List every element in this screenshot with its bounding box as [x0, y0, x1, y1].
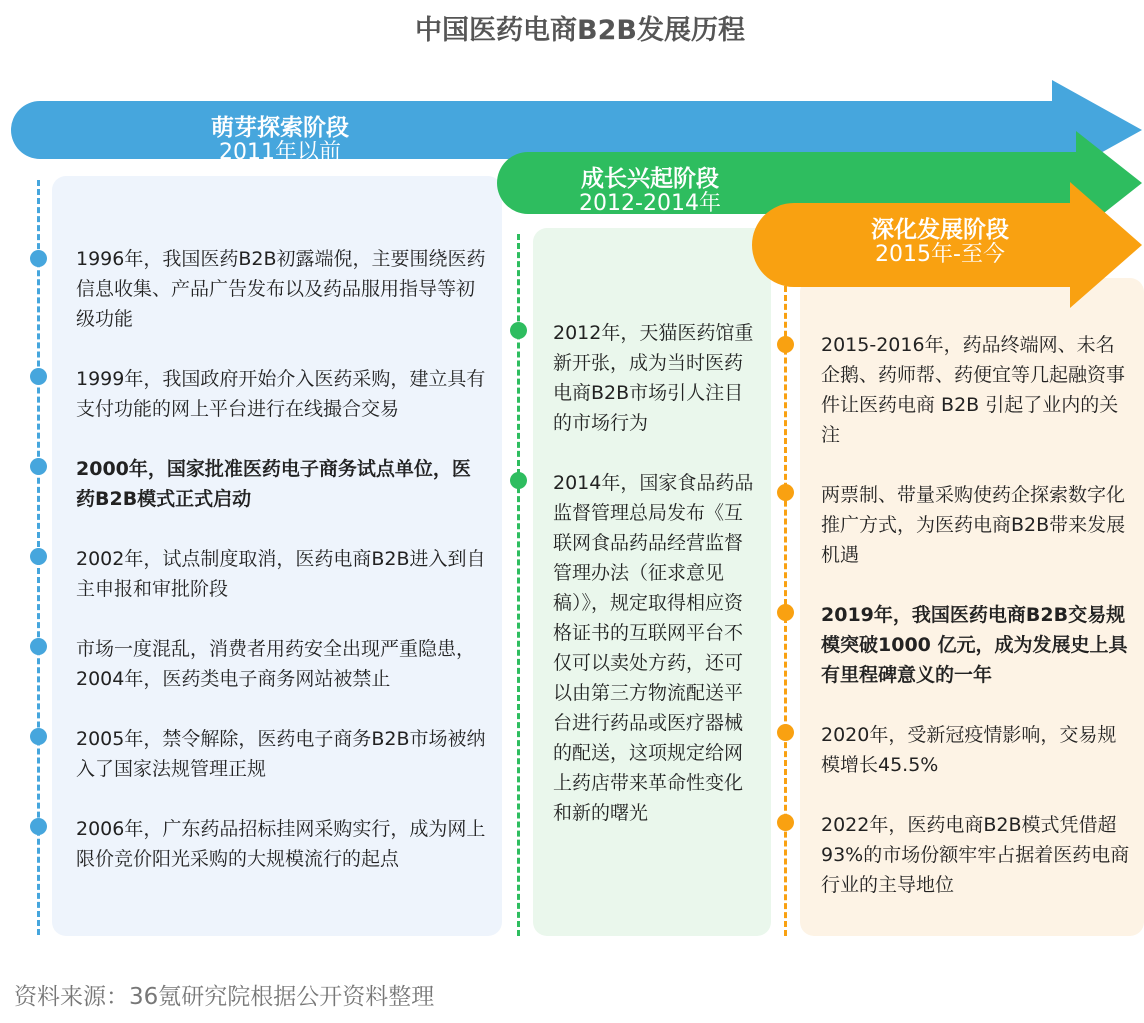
stage3-event4-marker — [777, 724, 794, 741]
stage3-event3: 2019年，我国医药电商B2B交易规模突破1000 亿元，成为发展史上具有里程碑意义的一年 — [821, 604, 1128, 686]
stage3-name: 深化发展阶段 — [871, 217, 1009, 243]
stage1-event1: 1996年，我国医药B2B初露端倪，主要围绕医药信息收集、产品广告发布以及药品服用指导等初级功能 — [76, 248, 486, 330]
stage1-event4: 2002年，试点制度取消，医药电商B2B进入到自主申报和审批阶段 — [76, 548, 486, 600]
stage3-event5-marker — [777, 814, 794, 831]
stage3-period: 2015年-至今 — [875, 242, 1005, 268]
stage1-label — [140, 116, 420, 165]
stage1-event3-marker — [30, 458, 47, 475]
stage1-event6: 2005年，禁令解除，医药电子商务B2B市场被纳入了国家法规管理正规 — [76, 728, 486, 780]
stage3-event2-marker — [777, 484, 794, 501]
stage1-event5: 市场一度混乱，消费者用药安全出现严重隐患，2004年，医药类电子商务网站被禁止 — [76, 638, 476, 690]
stage1-event6-marker — [30, 728, 47, 745]
stage2-timeline — [517, 234, 520, 936]
page-title: 中国医药电商B2B发展历程 — [415, 15, 745, 46]
stage1-event4-marker — [30, 548, 47, 565]
stage3-event4: 2020年，受新冠疫情影响，交易规模增长45.5% — [821, 724, 1117, 776]
stage3-label — [820, 218, 1060, 267]
source-note: 资料来源：36氪研究院根据公开资料整理 — [14, 984, 435, 1010]
stage1-event3: 2000年，国家批准医药电子商务试点单位，医药B2B模式正式启动 — [76, 458, 471, 510]
stage2-event1-marker — [510, 322, 527, 339]
stage2-event1: 2012年，天猫医药馆重新开张，成为当时医药电商B2B市场引人注目的市场行为 — [553, 322, 754, 434]
stage1-event7-marker — [30, 818, 47, 835]
stage2-period: 2012-2014年 — [579, 191, 721, 217]
stage2-event2-marker — [510, 472, 527, 489]
stage1-event5-marker — [30, 638, 47, 655]
stage1-event2: 1999年，我国政府开始介入医药采购，建立具有支付功能的网上平台进行在线撮合交易 — [76, 368, 486, 420]
stage2-event2: 2014年，国家食品药品监督管理总局发布《互联网食品药品经营监督管理办法（征求意见稿）》，规定取得相应资格证书的互联网平台不仅可以卖处方药，还可以由第三方物流配送平台进行药品或医疗器械的配送，这项规定给网上药店带来革命性变化和新的曙光 — [553, 472, 754, 824]
stage1-event2-marker — [30, 368, 47, 385]
stage3-event5: 2022年，医药电商B2B模式凭借超93%的市场份额牢牢占据着医药电商行业的主导地位 — [821, 814, 1130, 896]
stage1-period: 2011年以前 — [219, 140, 341, 166]
stage3-event1: 2015-2016年，药品终端网、未名企鹅、药师帮、药便宜等几起融资事件让医药电商 B2B 引起了业内的关注 — [821, 334, 1126, 446]
stage1-event1-marker — [30, 250, 47, 267]
stage3-event2: 两票制、带量采购使药企探索数字化推广方式，为医药电商B2B带来发展机遇 — [821, 484, 1126, 566]
stage3-event3-marker — [777, 604, 794, 621]
stage1-event7: 2006年，广东药品招标挂网采购实行，成为网上限价竞价阳光采购的大规模流行的起点 — [76, 818, 486, 870]
stage1-name: 萌芽探索阶段 — [211, 115, 349, 141]
stage2-label — [520, 167, 780, 216]
stage2-name: 成长兴起阶段 — [581, 166, 719, 192]
stage3-event1-marker — [777, 336, 794, 353]
